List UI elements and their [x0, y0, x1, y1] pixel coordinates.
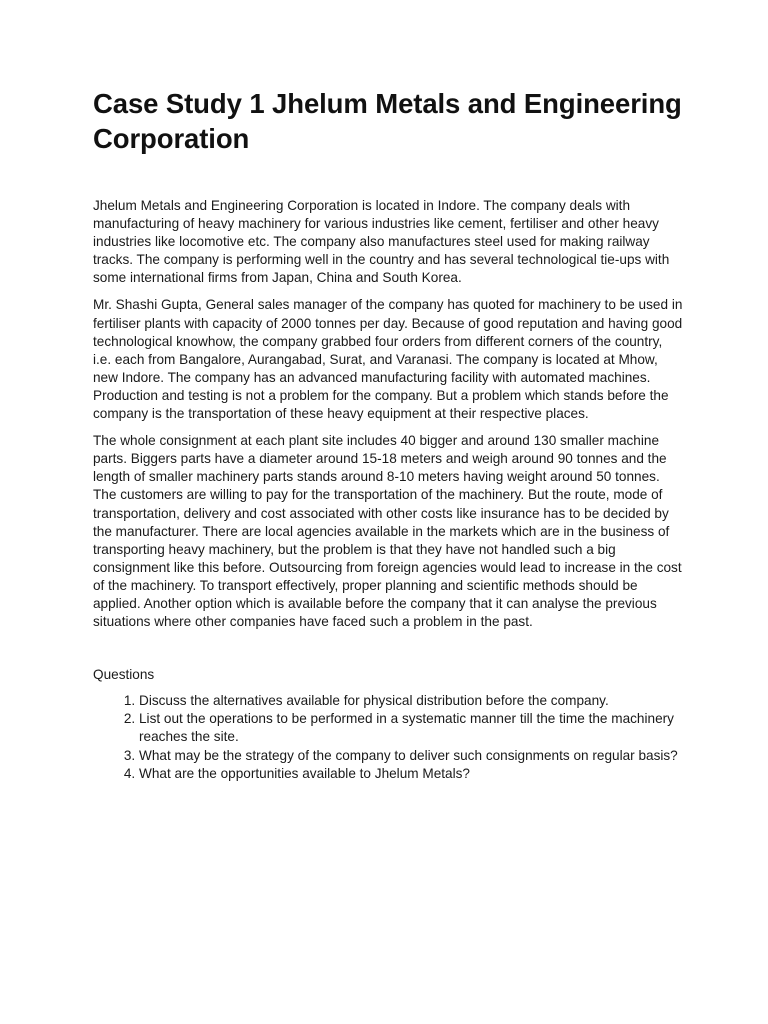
question-item: 4. What are the opportunities available to Jhelum Metals? — [139, 765, 683, 783]
document-title: Case Study 1 Jhelum Metals and Engineering Corporation — [93, 88, 682, 154]
paragraph-consignment: The whole consignment at each plant site includes 40 bigger and around 130 smaller machine parts. Biggers parts have a diameter around 15-18 meters and weigh around 90 tonnes and the length of smaller machinery parts stands around 8-10 meters having weight around 50 tonnes. The customers are willing to pay for the transportation of the machinery. But the route, mode of transportation, delivery and cost associated with other costs like insurance has to be decided by the manufacturer. There are local agencies available in the markets which are in the business of transporting heavy machinery, but the problem is that they have not handled such a big consignment like this before. Outsourcing from foreign agencies would lead to increase in the cost of the machinery. To transport effectively, proper planning and scientific methods should be applied. Another option which is available before the company that it can analyse the previous situations where other companies have faced such a problem in the past. — [93, 433, 682, 630]
question-item: 1. Discuss the alternatives available for physical distribution before the company. — [139, 692, 683, 710]
paragraph-orders: Mr. Shashi Gupta, General sales manager of the company has quoted for machinery to be used in fertiliser plants with capacity of 2000 tonnes per day. Because of good reputation and having good technological knowhow, the company grabbed four orders from different corners of the country, i.e. each from Bangalore, Aurangabad, Surat, and Varanasi. The company is located at Mhow, new Indore. The company has an advanced manufacturing facility with automated machines. Production and testing is not a problem for the company. But a problem which stands before the company is the transportation of these heavy equipment at their respective places. — [93, 297, 683, 422]
document-page — [93, 86, 683, 783]
questions-list — [93, 692, 683, 782]
question-item: 3. What may be the strategy of the company to deliver such consignments on regular basis? — [139, 747, 683, 765]
paragraph-intro: Jhelum Metals and Engineering Corporation is located in Indore. The company deals with manufacturing of heavy machinery for various industries like cement, fertiliser and other heavy industries like locomotive etc. The company also manufactures steel used for making railway tracks. The company is performing well in the country and has several technological tie-ups with some international firms from Japan, China and South Korea. — [93, 198, 670, 286]
question-item: 2. List out the operations to be performed in a systematic manner till the time the machinery reaches the site. — [139, 710, 683, 746]
questions-heading: Questions — [93, 667, 155, 683]
